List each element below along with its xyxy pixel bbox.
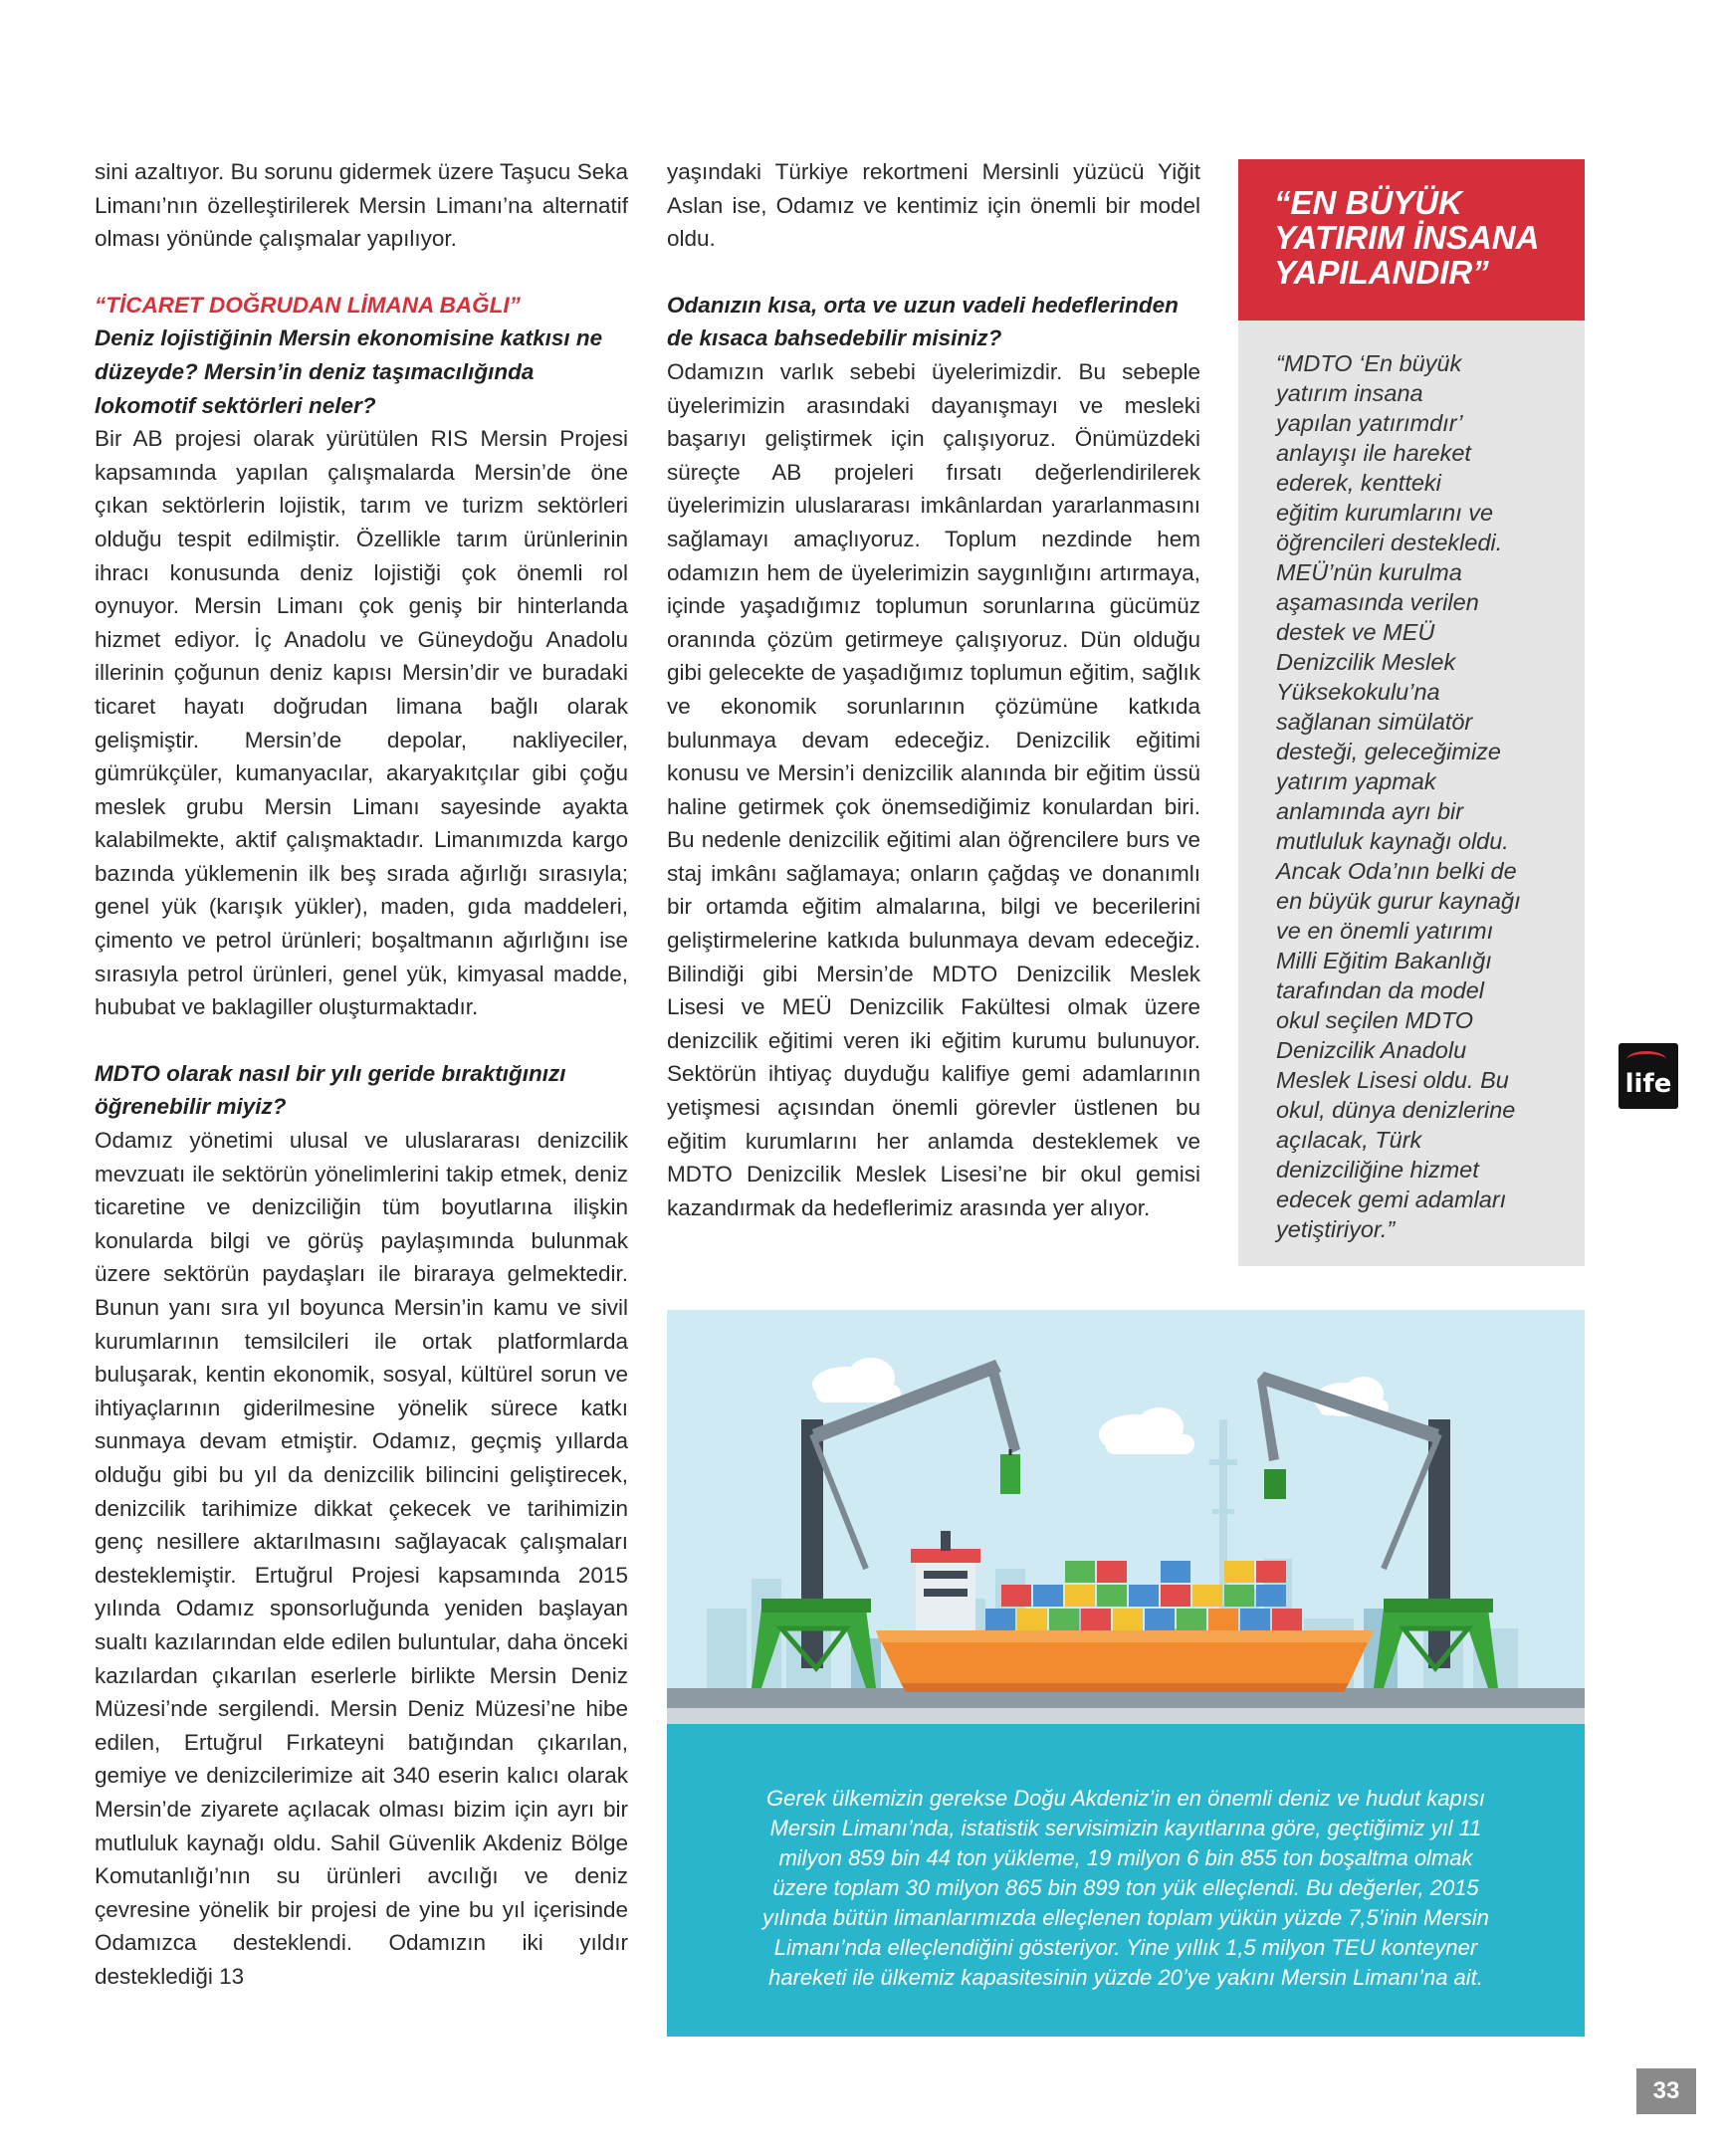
infographic-caption — [707, 1784, 1545, 1993]
quote-line: Ancak Oda’nın belki de — [1276, 858, 1517, 884]
life-logo — [1618, 1043, 1678, 1109]
paragraph: sini azaltıyor. Bu sorunu gidermek üzere Taşucu Seka Limanı’nın özelleştirilerek Mersin Limanı’na alternatif olması yönünde çalışmalar yapılıyor. — [95, 159, 628, 252]
interview-answer: Bir AB projesi olarak yürütülen RIS Mersin Projesi kapsamında yapılan çalışmalarda Mersin’de öne çıkan sektörlerin lojistik, tarım ve turizm sektörleri olduğu tespit edilmiştir. Özellikle tarım ürünlerinin ihracı konusunda deniz lojistiği çok önemli rol oynuyor. Mersin Limanı çok geniş bir hinterlanda hizmet ediyor. İç Anadolu ve Güneydoğu Anadolu illerinin çoğunun deniz kapısı Mersin’dir ve buradaki ticaret hayatı doğrudan limana bağlı olarak gelişmiştir. Mersin’de depolar, nakliyeciler, gümrükçüler, kumanyacılar, akaryakıtçılar gibi çoğu meslek grubu Mersin Limanı sayesinde ayakta kalabilmekte, aktif çalışmaktadır. Limanımızda kargo bazında yüklemenin ilk beş sırada ağırlığı sırasıyla; genel yük (karışık yükler), maden, gıda maddeleri, çimento ve petrol ürünleri; boşaltmanın ağırlığını ise sırasıyla petrol ürünleri, genel yük, kimyasal madde, hububat ve baklagiller oluşturmaktadır. — [95, 426, 628, 1020]
quote-line: denizciliğine hizmet — [1276, 1157, 1479, 1183]
quote-line: yapılan yatırımdır’ — [1276, 410, 1463, 436]
paragraph: yaşındaki Türkiye rekortmeni Mersinli yüzücü Yiğit Aslan ise, Odamız ve kentimiz için önemli bir model oldu. — [667, 159, 1200, 252]
quote-line: öğrencileri destekledi. — [1276, 530, 1503, 555]
sidebar-quote — [1238, 321, 1585, 1266]
quote-line: anlamında ayrı bir — [1276, 798, 1464, 824]
quay — [667, 1708, 1585, 1724]
quote-line: “MDTO ‘En büyük — [1276, 350, 1462, 376]
article-column-1 — [95, 155, 628, 1993]
ship-hull — [876, 1630, 1374, 1692]
port-infographic — [667, 1310, 1585, 2037]
quote-line: yatırım insana — [1276, 380, 1423, 406]
page-number: 33 — [1636, 2068, 1696, 2114]
quote-line: açılacak, Türk — [1276, 1127, 1422, 1153]
caption-line: yılında bütün limanlarımızda elleçlenen toplam yükün yüzde 7,5’inin Mersin — [761, 1905, 1490, 1930]
quote-line: yetiştiriyor.” — [1276, 1216, 1396, 1242]
quote-line: desteği, geleceğimize — [1276, 739, 1501, 764]
swirl-icon — [1626, 1051, 1666, 1068]
quote-line: sağlanan simülatör — [1276, 709, 1473, 735]
interview-question: MDTO olarak nasıl bir yılı geride bıraktığınızı öğrenebilir miyiz? — [95, 1060, 566, 1120]
caption-line: milyon 859 bin 44 ton yükleme, 19 milyon 6 bin 855 ton boşaltma olmak — [778, 1845, 1473, 1870]
quote-line: tarafından da model — [1276, 977, 1485, 1003]
section-heading: “TİCARET DOĞRUDAN LİMANA BAĞLI” — [95, 292, 521, 318]
quote-line: yatırım yapmak — [1276, 768, 1436, 794]
logo-text: life — [1624, 1069, 1672, 1099]
sidebar-title-line: YATIRIM İNSANA — [1274, 219, 1540, 256]
interview-answer: Odamız yönetimi ulusal ve uluslararası denizcilik mevzuatı ile sektörün yönelimlerini takip etmek, deniz ticaretine ve denizciliğin tüm boyutlarına ilişkin konularda bilgi ve görüş paylaşımında bulunmak üzere sektörün paydaşları ile biraraya gelmektedir. Bunun yanı sıra yıl boyunca Mersin’in kamu ve sivil kurumlarının temsilcileri ile ortak platformlarda buluşarak, kentin ekonomik, sosyal, kültürel sorun ve ihtiyaçlarının giderilmesine yönelik sürece katkı sunmaya devam etmiştir. Odamız, geçmiş yıllarda olduğu gibi bu yıl da denizcilik bilincini geliştirecek, denizcilik tarihimize dikkat çekecek ve tarihimizin genç nesillere aktarılmasını sağlayacak çalışmaları desteklemiştir. Ertuğrul Projesi kapsamında 2015 yılında Odamız sponsorluğunda yeniden başlayan sualtı kazılarından elde edilen buluntular, daha önceki kazılardan çıkarılan eserlerle birlikte Mersin Deniz Müzesi’nde sergilendi. Mersin Deniz Müzesi’ne hibe edilen, Ertuğrul Fırkateyni batığından çıkarılan, gemiye ve denizcilerimize ait 340 eserin kalıcı olarak Mersin’de ziyarete açılacak olması bizim için ayrı bir mutluluk kaynağı oldu. Sahil Güvenlik Akdeniz Bölge Komutanlığı’nın su ürünleri avcılığı ve deniz çevresine yönelik bir projesi de yine bu yıl içerisinde Odamızca desteklendi. Odamızın iki yıldır desteklediği 13 — [95, 1128, 628, 1989]
caption-line: Mersin Limanı’nda, istatistik servisimizin kayıtlarına göre, geçtiğimiz yıl 11 — [769, 1816, 1482, 1840]
quote-line: MEÜ’nün kurulma — [1276, 559, 1462, 585]
quote-line: Yüksekokulu’na — [1276, 679, 1440, 705]
quote-line: Denizcilik Anadolu — [1276, 1037, 1467, 1063]
quote-line: anlayışı ile hareket — [1276, 440, 1471, 466]
quote-line: okul, dünya denizlerine — [1276, 1097, 1516, 1123]
sidebar-title — [1238, 159, 1585, 321]
quote-line: Denizcilik Meslek — [1276, 649, 1456, 675]
interview-question: Deniz lojistiğinin Mersin ekonomisine katkısı ne düzeyde? Mersin’in deniz taşımacılığında lokomotif sektörleri neler? — [95, 325, 603, 418]
quote-line: okul seçilen MDTO — [1276, 1007, 1474, 1033]
quote-line: Meslek Lisesi oldu. Bu — [1276, 1067, 1509, 1093]
caption-line: Limanı’nda elleçlendiğini gösteriyor. Yine yıllık 1,5 milyon TEU konteyner — [773, 1935, 1478, 1960]
interview-answer: Odamızın varlık sebebi üyelerimizdir. Bu sebeple üyelerimizin arasındaki dayanışmayı ve mesleki başarıyı geliştirmek için çalışıyoruz. Önümüzdeki süreçte AB projeleri fırsatı değerlendirilerek üyelerimizin uluslararası imkânlardan yararlanmasını sağlamayı amaçlıyoruz. Toplum nezdinde hem odamızın hem de üyelerimizin saygınlığını artırmaya, içinde yaşadığımız toplumun sorunlarına gücümüz oranında çözüm getirmeye çalışıyoruz. Dün olduğu gibi gelecekte de yaşadığımız toplumun eğitim, sağlık ve ekonomik sorunlarının çözümüne katkıda bulunmaya devam edeceğiz. Denizcilik eğitimi konusu ve Mersin’i denizcilik alanında bir eğitim üssü haline getirmek çok önemsediğimiz konulardan biri. Bu nedenle denizcilik eğitimi alan öğrencilere burs ve staj imkânı sağlamaya; onların çağdaş ve donanımlı bir ortamda eğitim almalarına, bilgi ve becerilerini geliştirmelerine katkıda bulunmaya devam edeceğiz. Bilindiği gibi Mersin’de MDTO Denizcilik Meslek Lisesi ve MEÜ Denizcilik Fakültesi olmak üzere denizcilik eğitimi veren iki eğitim kurumu bulunuyor. Sektörün ihtiyaç duyduğu kalifiye gemi adamlarının yetişmesi açısından önemli görevler üstlenen bu eğitim kurumlarını her anlamda desteklemek ve MDTO Denizcilik Meslek Lisesi’ne bir okul gemisi kazandırmak da hedeflerimiz arasında yer alıyor. — [667, 358, 1200, 1220]
quote-line: edecek gemi adamları — [1276, 1186, 1507, 1212]
quote-line: aşamasında verilen — [1276, 589, 1479, 615]
caption-line: Gerek ülkemizin gerekse Doğu Akdeniz’in en önemli deniz ve hudut kapısı — [766, 1786, 1485, 1811]
quote-line: mutluluk kaynağı oldu. — [1276, 828, 1509, 854]
caption-line: hareketi ile ülkemiz kapasitesinin yüzde 20’ye yakını Mersin Limanı’na ait. — [768, 1965, 1483, 1990]
quote-line: ve en önemli yatırımı — [1276, 918, 1494, 944]
sidebar-title-line: “EN BÜYÜK — [1274, 184, 1462, 221]
article-column-2 — [667, 155, 1200, 1224]
interview-question: Odanızın kısa, orta ve uzun vadeli hedeflerinden de kısaca bahsedebilir misiniz? — [667, 292, 1179, 351]
ship-bridge — [911, 1531, 980, 1630]
quote-line: ederek, kentteki — [1276, 470, 1441, 496]
quote-line: en büyük gurur kaynağı — [1276, 888, 1521, 914]
caption-line: üzere toplam 30 milyon 865 bin 899 ton yük elleçlendi. Bu değerler, 2015 — [772, 1875, 1479, 1900]
quote-line: destek ve MEÜ — [1276, 619, 1435, 645]
quote-line: Milli Eğitim Bakanlığı — [1276, 948, 1492, 973]
sidebar-title-line: YAPILANDIR” — [1274, 254, 1489, 291]
quote-line: eğitim kurumlarını ve — [1276, 500, 1494, 526]
